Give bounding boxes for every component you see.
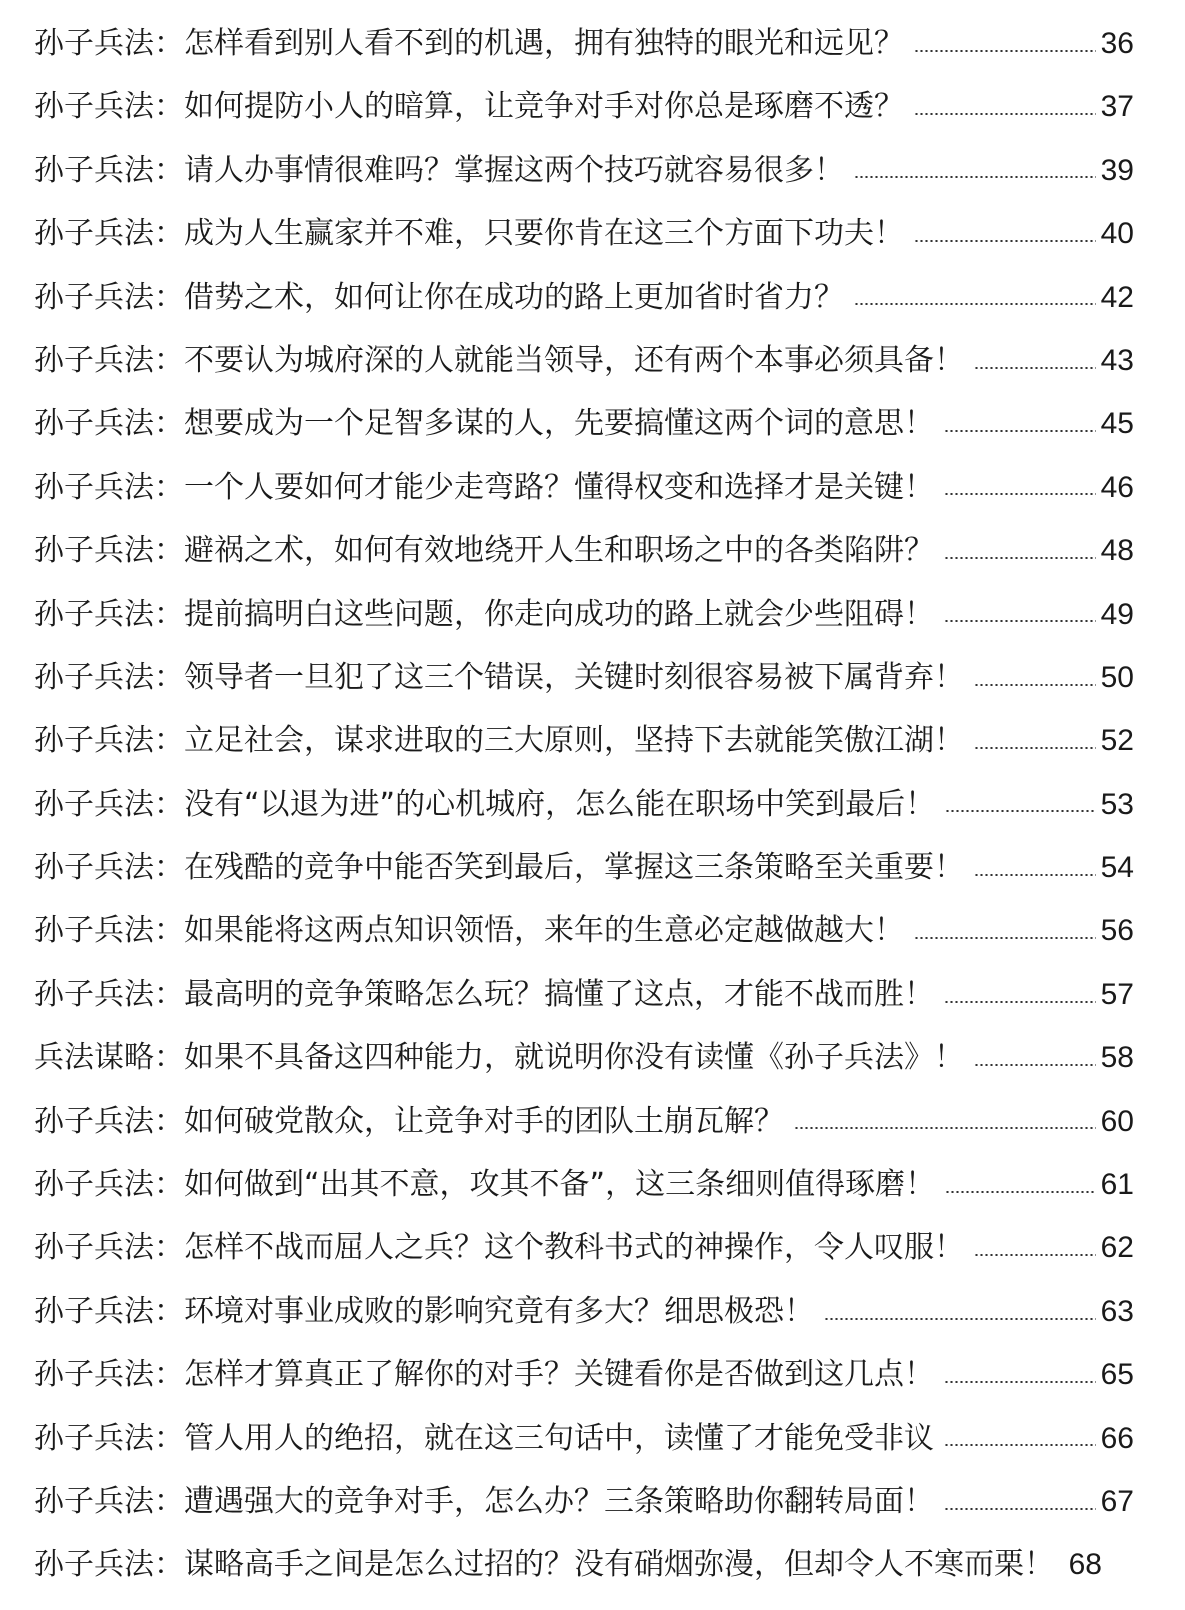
toc-entry-title: 孙子兵法：遭遇强大的竞争对手，怎么办？三条策略助你翻转局面！ [34, 1483, 934, 1519]
toc-entry-title: 孙子兵法：没有“以退为进”的心机城府，怎么能在职场中笑到最后！ [34, 786, 936, 822]
dot-leader [945, 1191, 1096, 1193]
toc-entry[interactable] [34, 963, 1134, 1026]
toc-entry[interactable] [34, 202, 1134, 265]
toc-page-number: 45 [1100, 407, 1134, 441]
toc-entry-title: 孙子兵法：借势之术，如何让你在成功的路上更加省时省力？ [34, 279, 844, 315]
dot-leader [854, 303, 1096, 305]
dot-leader [944, 430, 1096, 432]
dot-leader [974, 874, 1096, 876]
toc-page-number: 57 [1100, 977, 1134, 1011]
dot-leader [944, 557, 1096, 559]
toc-entry-title: 孙子兵法：怎样不战而屈人之兵？这个教科书式的神操作，令人叹服！ [34, 1230, 964, 1266]
dot-leader [944, 620, 1096, 622]
toc-entry-title: 孙子兵法：最高明的竞争策略怎么玩？搞懂了这点，才能不战而胜！ [34, 976, 934, 1012]
toc-entry-title: 孙子兵法：领导者一旦犯了这三个错误，关键时刻很容易被下属背弃！ [34, 659, 964, 695]
toc-entry[interactable] [34, 1280, 1134, 1343]
toc-page-number: 63 [1100, 1294, 1134, 1328]
toc-page-number: 36 [1100, 27, 1134, 60]
toc-entry[interactable] [34, 709, 1134, 772]
toc-page-number: 53 [1100, 787, 1134, 821]
dot-leader [974, 1254, 1096, 1256]
toc-entry[interactable] [34, 1343, 1134, 1406]
toc-entry-title: 兵法谋略：如果不具备这四种能力，就说明你没有读懂《孙子兵法》！ [34, 1040, 964, 1076]
toc-entry-title: 孙子兵法：立足社会，谋求进取的三大原则，坚持下去就能笑傲江湖！ [34, 723, 964, 759]
toc-entry-title: 孙子兵法：避祸之术，如何有效地绕开人生和职场之中的各类陷阱？ [34, 533, 934, 569]
toc-entry[interactable] [34, 583, 1134, 646]
dot-leader [914, 937, 1096, 939]
dot-leader [854, 176, 1096, 178]
dot-leader [944, 1444, 1096, 1446]
toc-entry-title: 孙子兵法：谋略高手之间是怎么过招的？没有硝烟弥漫，但却令人不寒而栗！ [34, 1547, 1054, 1583]
toc-entry-title: 孙子兵法：不要认为城府深的人就能当领导，还有两个本事必须具备！ [34, 342, 964, 378]
toc-entry-title: 孙子兵法：管人用人的绝招，就在这三句话中，读懂了才能免受非议 [34, 1420, 934, 1456]
toc-entry[interactable] [34, 266, 1134, 329]
toc-page-number: 40 [1100, 217, 1134, 251]
dot-leader [944, 493, 1096, 495]
toc-entry-title: 孙子兵法：一个人要如何才能少走弯路？懂得权变和选择才是关键！ [34, 469, 934, 505]
toc-entry[interactable] [34, 1216, 1134, 1279]
toc-page-number: 52 [1100, 724, 1134, 758]
dot-leader [974, 1064, 1096, 1066]
dot-leader [974, 684, 1096, 686]
toc-entry-title: 孙子兵法：想要成为一个足智多谋的人，先要搞懂这两个词的意思！ [34, 406, 934, 442]
toc-entry[interactable] [34, 773, 1134, 836]
dot-leader [914, 50, 1096, 52]
toc-entry[interactable] [34, 456, 1134, 519]
toc-entry-title: 孙子兵法：怎样才算真正了解你的对手？关键看你是否做到这几点！ [34, 1357, 934, 1393]
toc-page-number: 60 [1100, 1104, 1134, 1138]
toc-entry-title: 孙子兵法：在残酷的竞争中能否笑到最后，掌握这三条策略至关重要！ [34, 850, 964, 886]
dot-leader [944, 1508, 1096, 1510]
toc-entry[interactable] [34, 1090, 1134, 1153]
toc-page-number: 43 [1100, 343, 1134, 377]
toc-page-number: 67 [1100, 1484, 1134, 1518]
toc-entry[interactable] [34, 646, 1134, 709]
toc-entry[interactable] [34, 836, 1134, 899]
toc-entry[interactable] [34, 392, 1134, 455]
toc-entry[interactable] [34, 1153, 1134, 1216]
dot-leader [945, 810, 1096, 812]
dot-leader [974, 367, 1096, 369]
table-of-contents [34, 12, 1134, 1597]
toc-page-number: 42 [1100, 280, 1134, 314]
toc-entry-title: 孙子兵法：如果能将这两点知识领悟，来年的生意必定越做越大！ [34, 913, 904, 949]
toc-entry[interactable] [34, 12, 1134, 75]
toc-entry[interactable] [34, 329, 1134, 392]
dot-leader [944, 1381, 1096, 1383]
toc-entry-title: 孙子兵法：如何做到“出其不意，攻其不备”，这三条细则值得琢磨！ [34, 1167, 936, 1203]
toc-entry[interactable] [34, 899, 1134, 962]
toc-entry[interactable] [34, 139, 1134, 202]
dot-leader [974, 747, 1096, 749]
dot-leader [914, 240, 1096, 242]
toc-entry-title: 孙子兵法：请人办事情很难吗？掌握这两个技巧就容易很多！ [34, 152, 844, 188]
toc-entry-title: 孙子兵法：怎样看到别人看不到的机遇，拥有独特的眼光和远见？ [34, 26, 904, 61]
toc-entry-title: 孙子兵法：如何提防小人的暗算，让竞争对手对你总是琢磨不透？ [34, 89, 904, 125]
dot-leader [944, 1001, 1096, 1003]
toc-entry[interactable] [34, 1470, 1134, 1533]
toc-page-number: 62 [1100, 1231, 1134, 1265]
dot-leader [824, 1318, 1096, 1320]
toc-entry[interactable] [34, 75, 1134, 138]
toc-page-number: 56 [1100, 914, 1134, 948]
toc-page-number: 61 [1100, 1168, 1134, 1202]
toc-page-number: 66 [1100, 1421, 1134, 1455]
toc-entry-title: 孙子兵法：提前搞明白这些问题，你走向成功的路上就会少些阻碍！ [34, 596, 934, 632]
toc-page-number: 54 [1100, 851, 1134, 885]
dot-leader [794, 1127, 1096, 1129]
toc-page-number: 68 [1068, 1548, 1102, 1582]
toc-entry-title: 孙子兵法：成为人生赢家并不难，只要你肯在这三个方面下功夫！ [34, 216, 904, 252]
toc-page-number: 58 [1100, 1041, 1134, 1075]
toc-page-number: 48 [1100, 534, 1134, 568]
toc-page-number: 46 [1100, 470, 1134, 504]
toc-entry[interactable] [34, 1533, 1134, 1596]
toc-page-number: 49 [1100, 597, 1134, 631]
toc-page-number: 37 [1100, 90, 1134, 124]
toc-page-number: 39 [1100, 153, 1134, 187]
toc-entry[interactable] [34, 1407, 1134, 1470]
toc-entry[interactable] [34, 1026, 1134, 1089]
toc-page-number: 65 [1100, 1358, 1134, 1392]
dot-leader [914, 113, 1096, 115]
toc-entry-title: 孙子兵法：环境对事业成败的影响究竟有多大？细思极恐！ [34, 1293, 814, 1329]
toc-page-number: 50 [1100, 660, 1134, 694]
toc-entry-title: 孙子兵法：如何破党散众，让竞争对手的团队土崩瓦解？ [34, 1103, 784, 1139]
toc-entry[interactable] [34, 519, 1134, 582]
